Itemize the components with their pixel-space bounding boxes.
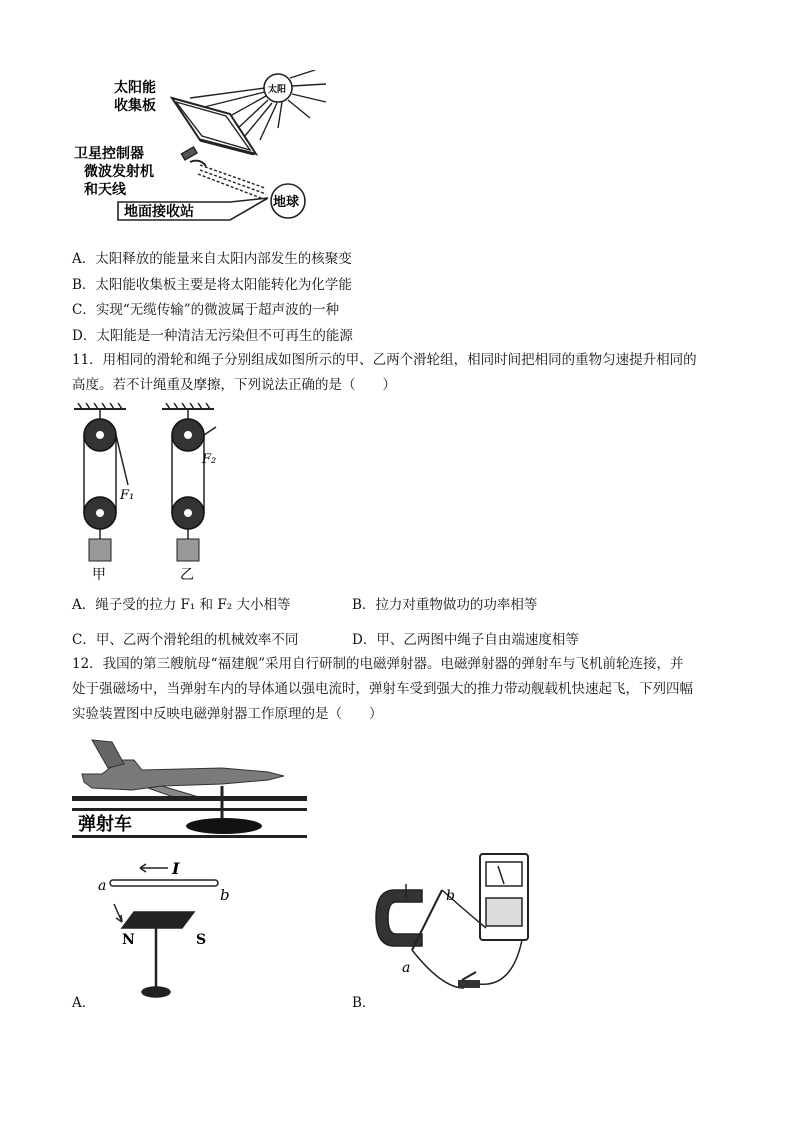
galvanometer [480, 854, 528, 940]
q11-stem [72, 348, 752, 398]
q10-option-c: C．实现“无缆传输”的微波属于超声波的一种 [72, 302, 340, 318]
switch [458, 972, 480, 988]
q10-option-d: D．太阳能是一种清洁无污染但不可再生的能源 [72, 328, 353, 344]
q11-stem-line1: 11．用相同的滑轮和绳子分别组成如图所示的甲、乙两个滑轮组，相同时间把相同的重物匀速提升相同的 [72, 352, 697, 368]
end-b-label: b [220, 886, 230, 904]
q12-stem-line2: 处于强磁场中，当弹射车内的导体通以强电流时，弹射车受到强大的推力带动舰载机快速起飞，下列四幅 [72, 681, 693, 697]
label-jia: 甲 [92, 567, 106, 583]
q11-option-d: D．甲、乙两图中绳子自由端速度相等 [352, 632, 579, 648]
figb-end-b: b [446, 888, 455, 904]
q10-option-a: A．太阳释放的能量来自太阳内部发生的核聚变 [72, 251, 352, 267]
catapult-label: 弹射车 [78, 814, 132, 835]
fig-a-conductor-magnet [92, 858, 242, 1003]
q11-option-a: A．绳子受的拉力 F₁ 和 F₂ 大小相等 [72, 597, 291, 613]
current-label: I [172, 859, 180, 878]
q11-option-c: C．甲、乙两个滑轮组的机械效率不同 [72, 632, 299, 648]
satellite-label-line2: 微波发射机 [84, 164, 154, 180]
weight-yi [177, 539, 199, 561]
sun-label: 太阳 [268, 85, 287, 95]
q12-option-b-label: B． [352, 995, 376, 1011]
figb-end-a: a [402, 960, 411, 976]
end-a-label: a [98, 878, 107, 894]
q12-stem-line3: 实验装置图中反映电磁弹射器工作原理的是（ ） [72, 706, 383, 722]
q11-option-b: B．拉力对重物做功的功率相等 [352, 597, 538, 613]
q12-option-a-label: A． [72, 995, 96, 1011]
magnet-plate [122, 912, 194, 928]
pole-s-label: S [196, 932, 207, 948]
q11-stem-line2: 高度。若不计绳重及摩擦，下列说法正确的是（ ） [72, 377, 396, 393]
q10-option-b: B．太阳能收集板主要是将太阳能转化为化学能 [72, 277, 352, 293]
force-label-f2: F₂ [202, 452, 217, 467]
catapult-shuttle [186, 818, 262, 834]
pole-n-label: N [122, 932, 135, 948]
fig-b-induction-setup [372, 848, 542, 1008]
panel-label-line1: 太阳能 [114, 80, 156, 96]
label-yi: 乙 [180, 567, 194, 583]
q12-stem-line1: 12．我国的第三艘航母“福建舰”采用自行研制的电磁弹射器。电磁弹射器的弹射车与飞机前轮连接，并 [72, 656, 684, 672]
station-label: 地面接收站 [124, 204, 194, 220]
q12-stem [72, 652, 762, 727]
solar-satellite-figure [70, 70, 335, 240]
catapult-figure [72, 738, 307, 838]
horseshoe-magnet [376, 890, 422, 946]
conductor-rod [110, 880, 218, 886]
satellite-label-line3: 和天线 [84, 182, 126, 198]
satellite-label-line1: 卫星控制器 [74, 146, 144, 162]
weight-jia [89, 539, 111, 561]
force-label-f1: F₁ [120, 488, 135, 503]
pulley-figure [70, 403, 230, 583]
panel-label-line2: 收集板 [114, 98, 156, 114]
earth-label: 地球 [273, 195, 300, 210]
